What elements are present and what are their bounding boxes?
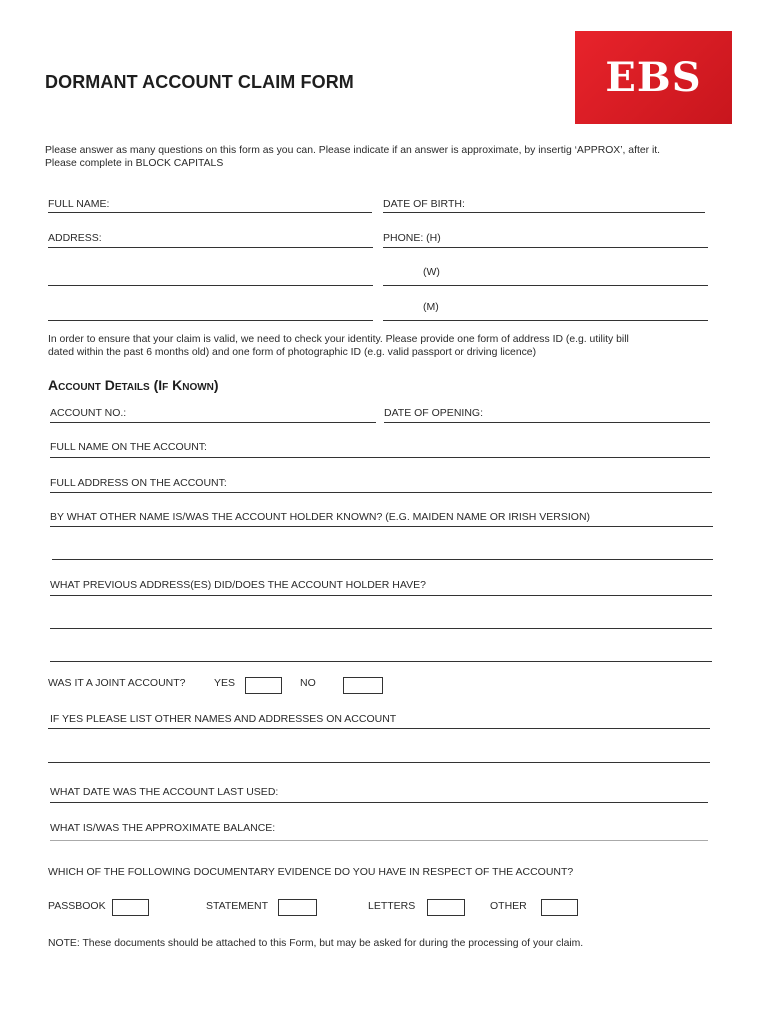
other-name-field-line-1[interactable]	[50, 526, 713, 527]
letters-checkbox[interactable]	[427, 899, 465, 916]
phone-home-label: PHONE: (H)	[383, 232, 441, 244]
full-name-field[interactable]	[48, 212, 372, 213]
balance-field[interactable]	[50, 840, 708, 841]
previous-addresses-field-line-3[interactable]	[50, 661, 712, 662]
other-holders-field-line-2[interactable]	[48, 762, 710, 763]
full-address-on-account-label: FULL ADDRESS ON THE ACCOUNT:	[50, 477, 227, 489]
full-address-on-account-field[interactable]	[50, 492, 712, 493]
phone-home-field[interactable]	[383, 247, 708, 248]
statement-checkbox[interactable]	[278, 899, 317, 916]
intro-line-1: Please answer as many questions on this form as you can. Please indicate if an answer is approximate, by insertig ‘APPROX’, after it.	[45, 145, 661, 156]
date-of-opening-label: DATE OF OPENING:	[384, 407, 483, 419]
account-no-label: ACCOUNT NO.:	[50, 407, 127, 419]
account-details-heading: Account Details (If Known)	[48, 377, 219, 393]
full-name-on-account-field[interactable]	[50, 457, 710, 458]
date-of-birth-field[interactable]	[383, 212, 705, 213]
joint-yes-checkbox[interactable]	[245, 677, 282, 694]
identity-note	[48, 333, 738, 359]
letters-label: LETTERS	[368, 900, 416, 912]
joint-account-label: WAS IT A JOINT ACCOUNT?	[48, 677, 186, 689]
previous-addresses-field-line-1[interactable]	[50, 595, 712, 596]
phone-work-field[interactable]	[383, 285, 708, 286]
previous-addresses-label: WHAT PREVIOUS ADDRESS(ES) DID/DOES THE ACCOUNT HOLDER HAVE?	[50, 579, 426, 591]
last-used-label: WHAT DATE WAS THE ACCOUNT LAST USED:	[50, 786, 279, 798]
date-of-birth-label: DATE OF BIRTH:	[383, 198, 465, 210]
joint-no-label: NO	[300, 677, 316, 689]
evidence-question: WHICH OF THE FOLLOWING DOCUMENTARY EVIDENCE DO YOU HAVE IN RESPECT OF THE ACCOUNT?	[48, 866, 574, 878]
evidence-note: NOTE: These documents should be attached to this Form, but may be asked for during the processing of your claim.	[48, 938, 584, 949]
last-used-field[interactable]	[50, 802, 708, 803]
full-name-on-account-label: FULL NAME ON THE ACCOUNT:	[50, 441, 207, 453]
date-of-opening-field[interactable]	[384, 422, 710, 423]
joint-yes-label: YES	[214, 677, 236, 689]
logo-text: EBS	[605, 54, 702, 101]
phone-work-label: (W)	[423, 266, 440, 278]
intro-text	[45, 144, 735, 170]
address-field-line-1[interactable]	[48, 247, 373, 248]
other-checkbox[interactable]	[541, 899, 578, 916]
full-name-label: FULL NAME:	[48, 198, 110, 210]
identity-note-line-2: dated within the past 6 months old) and one form of photographic ID (e.g. valid passport or driving licence)	[48, 347, 537, 358]
other-name-field-line-2[interactable]	[52, 559, 713, 560]
account-no-field[interactable]	[50, 422, 376, 423]
other-label: OTHER	[490, 900, 527, 912]
phone-mobile-field[interactable]	[383, 320, 708, 321]
joint-no-checkbox[interactable]	[343, 677, 383, 694]
balance-label: WHAT IS/WAS THE APPROXIMATE BALANCE:	[50, 822, 276, 834]
other-holders-label: IF YES PLEASE LIST OTHER NAMES AND ADDRESSES ON ACCOUNT	[50, 713, 397, 725]
phone-mobile-label: (M)	[423, 301, 439, 313]
ebs-logo	[575, 31, 732, 124]
previous-addresses-field-line-2[interactable]	[50, 628, 712, 629]
other-holders-field-line-1[interactable]	[48, 728, 710, 729]
statement-label: STATEMENT	[206, 900, 269, 912]
address-field-line-2[interactable]	[48, 285, 373, 286]
address-label: ADDRESS:	[48, 232, 102, 244]
passbook-label: PASSBOOK	[48, 900, 106, 912]
other-name-label: BY WHAT OTHER NAME IS/WAS THE ACCOUNT HOLDER KNOWN? (E.G. MAIDEN NAME OR IRISH VERSION)	[50, 511, 591, 523]
intro-line-2: Please complete in BLOCK CAPITALS	[45, 158, 224, 169]
address-field-line-3[interactable]	[48, 320, 373, 321]
passbook-checkbox[interactable]	[112, 899, 149, 916]
identity-note-line-1: In order to ensure that your claim is valid, we need to check your identity. Please provide one form of address ID (e.g. utility bill	[48, 334, 629, 345]
page-title: DORMANT ACCOUNT CLAIM FORM	[45, 72, 354, 92]
